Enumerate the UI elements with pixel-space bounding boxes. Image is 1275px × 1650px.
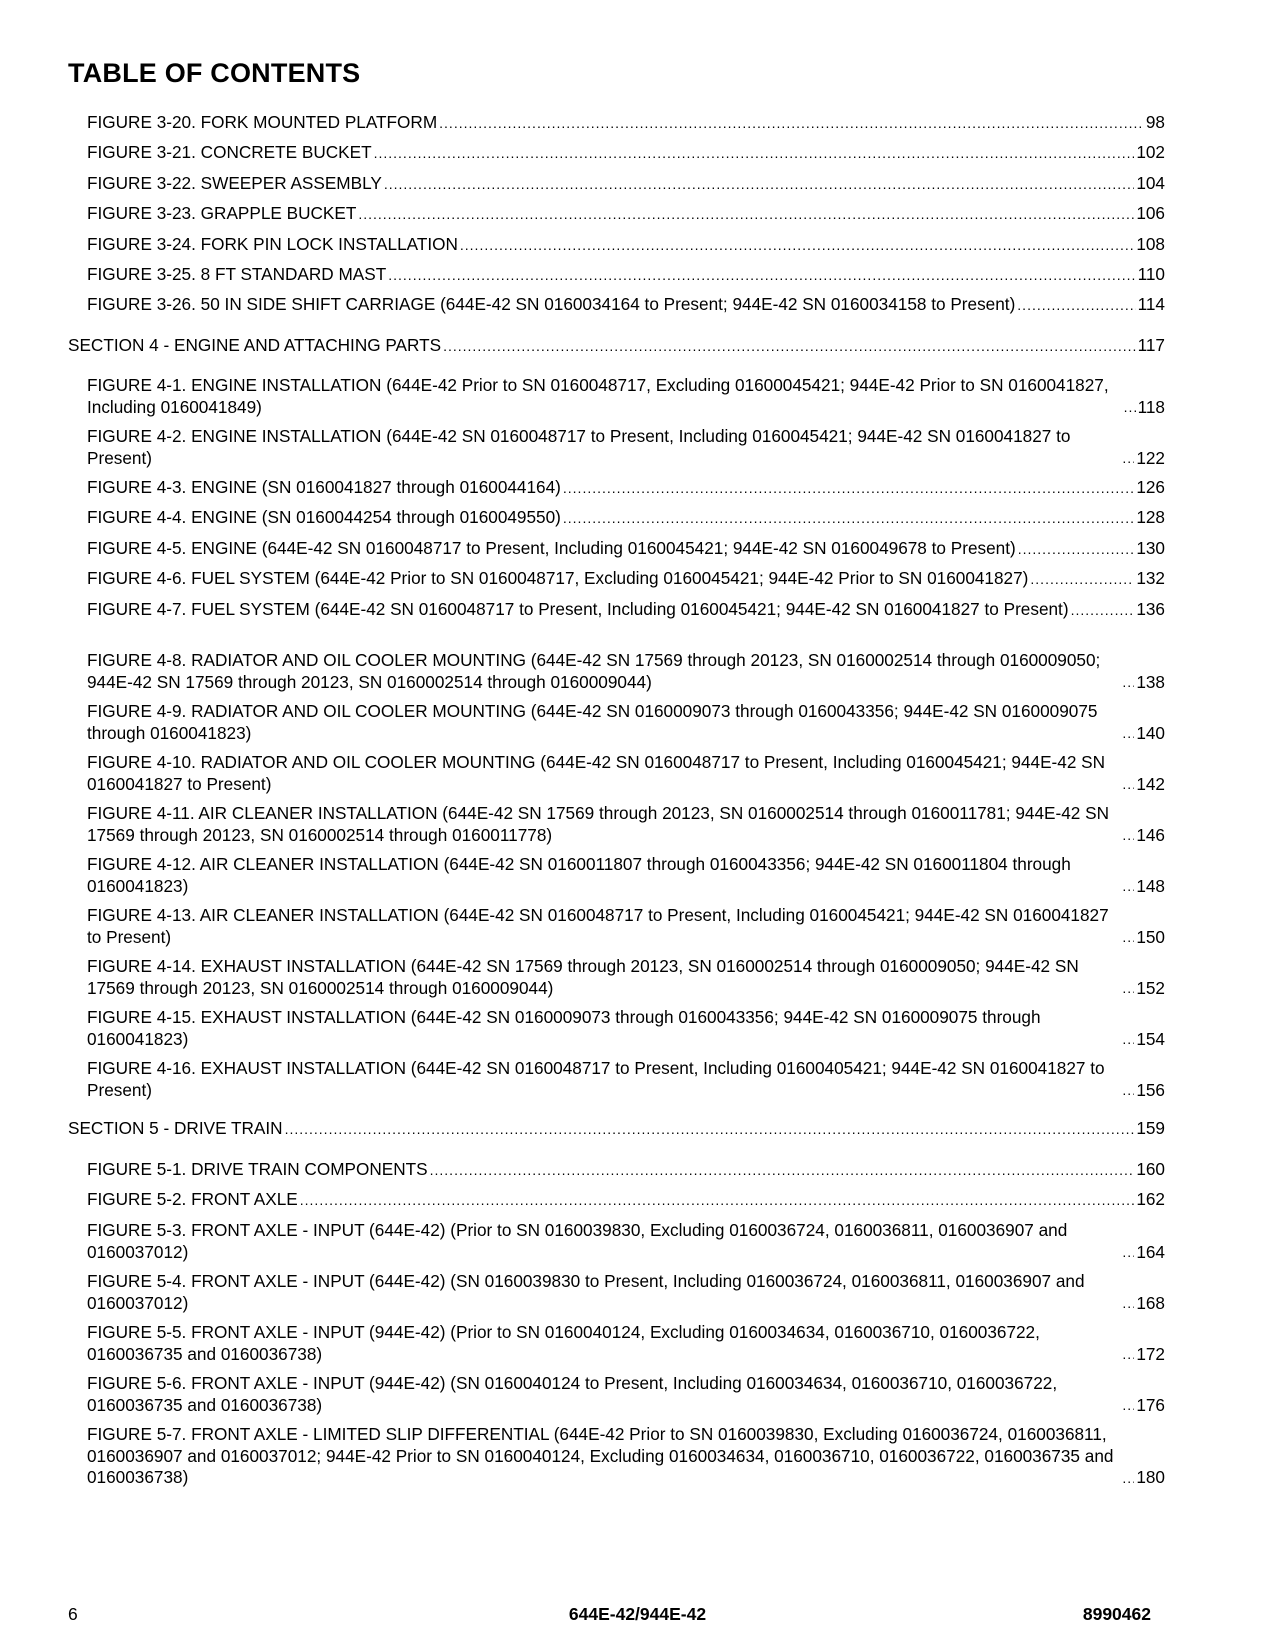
toc-entry-page: 136 <box>1136 599 1165 619</box>
toc-entry-text: FIGURE 3-23. GRAPPLE BUCKET <box>87 203 357 223</box>
toc-entry-page: 176 <box>1136 1394 1165 1415</box>
leader-dots <box>1122 1245 1134 1259</box>
toc-entry[interactable] <box>68 752 1165 795</box>
toc-entry-page: 164 <box>1136 1241 1165 1262</box>
toc-entry-page: 180 <box>1136 1467 1165 1487</box>
toc-entry-text: FIGURE 4-7. FUEL SYSTEM (644E-42 SN 0160048717 to Present, Including 0160045421; 944E-42 SN 0160041827 to Present) <box>87 599 1069 619</box>
leader-dots <box>563 511 1134 525</box>
toc-entry-text: FIGURE 4-1. ENGINE INSTALLATION (644E-42 Prior to SN 0160048717, Excluding 01600045421; 944E-42 Prior to SN 0160041827, Including 0160041849) <box>87 375 1109 417</box>
toc-section-entry[interactable] <box>68 1118 1165 1140</box>
toc-entry-text: FIGURE 4-4. ENGINE (SN 0160044254 through 0160049550) <box>87 507 561 527</box>
toc-entry-page: 102 <box>1136 142 1165 162</box>
leader-dots <box>1122 879 1134 893</box>
toc-entry-page: 110 <box>1137 264 1165 284</box>
toc-entry-text: FIGURE 4-15. EXHAUST INSTALLATION (644E-42 SN 0160009073 through 0160043356; 944E-42 SN 0160009075 through 0160041823) <box>87 1007 1041 1049</box>
toc-entry-text: FIGURE 5-6. FRONT AXLE - INPUT (944E-42) (SN 0160040124 to Present, Including 0160034634, 0160036710, 0160036722, 0160036735 and 0160036738) <box>87 1373 1058 1415</box>
leader-dots <box>1122 675 1134 689</box>
leader-dots <box>1071 603 1135 617</box>
toc-entry[interactable] <box>68 264 1165 286</box>
toc-entry-text: FIGURE 3-22. SWEEPER ASSEMBLY <box>87 173 382 193</box>
toc-entry[interactable] <box>68 1007 1165 1050</box>
toc-entry[interactable] <box>68 507 1165 529</box>
toc-entry[interactable] <box>68 1322 1165 1365</box>
leader-dots <box>460 238 1134 252</box>
toc-entry-page: 126 <box>1136 477 1165 497</box>
toc-entry[interactable] <box>68 477 1165 499</box>
toc-entry-text: FIGURE 4-2. ENGINE INSTALLATION (644E-42 SN 0160048717 to Present, Including 0160045421; 944E-42 SN 0160041827 to Present) <box>87 426 1071 468</box>
toc-entry-page: 168 <box>1136 1292 1165 1313</box>
leader-dots <box>1030 572 1134 586</box>
leader-dots <box>1122 726 1134 740</box>
leader-dots <box>1122 777 1134 791</box>
toc-entry-text: FIGURE 3-21. CONCRETE BUCKET <box>87 142 372 162</box>
toc-entry-page: 130 <box>1136 538 1165 558</box>
toc-entry-text: FIGURE 4-13. AIR CLEANER INSTALLATION (644E-42 SN 0160048717 to Present, Including 0160045421; 944E-42 SN 0160041827 to Present) <box>87 905 1109 947</box>
footer-page-number: 6 <box>68 1604 78 1624</box>
leader-dots <box>1122 1296 1134 1310</box>
leader-dots <box>443 339 1136 353</box>
toc-entry-text: FIGURE 5-7. FRONT AXLE - LIMITED SLIP DIFFERENTIAL (644E-42 Prior to SN 0160039830, Excluding 0160036724, 0160036811, 0160036907 and 0160037012; 944E-42 Prior to SN 0160040124, Excluding 0160034634, 0160036710, 0160036722, 0160036735 and 0160036738) <box>87 1424 1114 1487</box>
toc-entry[interactable] <box>68 112 1165 134</box>
footer-doc-number: 8990462 <box>1082 1604 1151 1624</box>
toc-entry-text: FIGURE 4-6. FUEL SYSTEM (644E-42 Prior to SN 0160048717, Excluding 0160045421; 944E-42 Prior to SN 0160041827) <box>87 568 1029 588</box>
toc-entry-page: 118 <box>1137 396 1165 417</box>
toc-entry[interactable] <box>68 1271 1165 1314</box>
toc-entry-page: 172 <box>1136 1343 1165 1364</box>
toc-entry-page: 156 <box>1136 1079 1165 1100</box>
leader-dots <box>388 268 1135 282</box>
toc-entry[interactable] <box>68 142 1165 164</box>
leader-dots <box>1122 451 1134 465</box>
leader-dots <box>374 146 1135 160</box>
toc-entry-page: 162 <box>1136 1189 1165 1209</box>
toc-entry-page: 138 <box>1136 671 1165 692</box>
leader-dots <box>358 207 1134 221</box>
leader-dots <box>1122 1398 1134 1412</box>
toc-entry-text: FIGURE 3-26. 50 IN SIDE SHIFT CARRIAGE (644E-42 SN 0160034164 to Present; 944E-42 SN 0160034158 to Present) <box>87 294 1016 314</box>
toc-entry-text: FIGURE 5-2. FRONT AXLE <box>87 1189 298 1209</box>
toc-entry-page: 117 <box>1137 335 1165 355</box>
toc-entry-text: FIGURE 4-11. AIR CLEANER INSTALLATION (644E-42 SN 17569 through 20123, SN 0160002514 through 0160011781; 944E-42 SN 17569 through 20123, SN 0160002514 through 0160011778) <box>87 803 1109 845</box>
toc-entry-text: FIGURE 4-9. RADIATOR AND OIL COOLER MOUNTING (644E-42 SN 0160009073 through 0160043356; 944E-42 SN 0160009075 through 0160041823) <box>87 701 1098 743</box>
leader-dots <box>1122 1032 1134 1046</box>
toc-entry-text: FIGURE 4-5. ENGINE (644E-42 SN 0160048717 to Present, Including 0160045421; 944E-42 SN 0160049678 to Present) <box>87 538 1016 558</box>
toc-entry[interactable] <box>68 375 1165 418</box>
toc-entry-page: 146 <box>1136 824 1165 845</box>
toc-entry[interactable] <box>68 203 1165 225</box>
toc-entry[interactable] <box>68 1424 1165 1489</box>
toc-entry-text: FIGURE 5-1. DRIVE TRAIN COMPONENTS <box>87 1159 428 1179</box>
leader-dots <box>1122 1471 1134 1485</box>
toc-entry-text: FIGURE 4-14. EXHAUST INSTALLATION (644E-42 SN 17569 through 20123, SN 0160002514 through 0160009050; 944E-42 SN 17569 through 20123, SN 0160002514 through 0160009044) <box>87 956 1079 998</box>
toc-entry[interactable] <box>68 538 1165 560</box>
toc-entry-page: 152 <box>1136 977 1165 998</box>
toc-entry-text: FIGURE 5-3. FRONT AXLE - INPUT (644E-42) (Prior to SN 0160039830, Excluding 0160036724, 0160036811, 0160036907 and 0160037012) <box>87 1220 1068 1262</box>
toc-entry-text: FIGURE 4-12. AIR CLEANER INSTALLATION (644E-42 SN 0160011807 through 0160043356; 944E-42 SN 0160011804 through 0160041823) <box>87 854 1071 896</box>
toc-entry[interactable] <box>68 568 1165 590</box>
leader-dots <box>1122 828 1134 842</box>
leader-dots <box>430 1163 1135 1177</box>
toc-entry[interactable] <box>68 1159 1165 1181</box>
leader-dots <box>1122 981 1134 995</box>
toc-entry-text: FIGURE 4-8. RADIATOR AND OIL COOLER MOUNTING (644E-42 SN 17569 through 20123, SN 0160002514 through 0160009050; 944E-42 SN 17569 through 20123, SN 0160002514 through 0160009044) <box>87 650 1101 692</box>
toc-entry-text: SECTION 4 - ENGINE AND ATTACHING PARTS <box>68 335 442 355</box>
toc-entry-page: 140 <box>1136 722 1165 743</box>
toc-section-entry[interactable] <box>68 335 1165 357</box>
leader-dots <box>300 1193 1135 1207</box>
footer-model: 644E-42/944E-42 <box>568 1604 707 1624</box>
leader-dots <box>1018 542 1135 556</box>
toc-entry-text: SECTION 5 - DRIVE TRAIN <box>68 1118 283 1138</box>
toc-entry[interactable] <box>68 1220 1165 1263</box>
toc-entry-page: 128 <box>1136 507 1165 527</box>
toc-entry-page: 114 <box>1137 294 1165 314</box>
toc-entry[interactable] <box>68 701 1165 744</box>
toc-entry[interactable] <box>68 1373 1165 1416</box>
toc-entry-text: FIGURE 4-16. EXHAUST INSTALLATION (644E-42 SN 0160048717 to Present, Including 01600405421; 944E-42 SN 0160041827 to Present) <box>87 1058 1105 1100</box>
toc-entry[interactable] <box>68 803 1165 846</box>
toc-entry[interactable] <box>68 905 1165 948</box>
toc-entry-page: 148 <box>1136 875 1165 896</box>
leader-dots <box>1017 298 1135 312</box>
toc-entry-text: FIGURE 3-24. FORK PIN LOCK INSTALLATION <box>87 234 458 254</box>
toc-entry-text: FIGURE 3-25. 8 FT STANDARD MAST <box>87 264 387 284</box>
toc-entry-page: 154 <box>1136 1028 1165 1049</box>
page-title: TABLE OF CONTENTS <box>68 58 361 88</box>
toc-entry-text: FIGURE 4-3. ENGINE (SN 0160041827 through 0160044164) <box>87 477 561 497</box>
toc-entry-page: 104 <box>1136 173 1165 193</box>
toc-entry-text: FIGURE 3-20. FORK MOUNTED PLATFORM <box>87 112 438 132</box>
toc-entry-page: 160 <box>1136 1159 1165 1179</box>
toc-entry[interactable] <box>68 650 1165 693</box>
leader-dots <box>1122 1347 1134 1361</box>
leader-dots <box>1124 400 1136 414</box>
leader-dots <box>563 481 1134 495</box>
toc-entry-page: 122 <box>1136 447 1165 468</box>
toc-entry[interactable] <box>68 599 1165 621</box>
leader-dots <box>1122 1083 1134 1097</box>
leader-dots <box>1122 930 1134 944</box>
toc-entry-page: 159 <box>1136 1118 1165 1138</box>
toc-entry[interactable] <box>68 426 1165 469</box>
leader-dots <box>384 177 1134 191</box>
toc-entry[interactable] <box>68 956 1165 999</box>
toc-entry-text: FIGURE 5-5. FRONT AXLE - INPUT (944E-42) (Prior to SN 0160040124, Excluding 0160034634, 0160036710, 0160036722, 0160036735 and 0160036738) <box>87 1322 1040 1364</box>
toc-entry-page: 142 <box>1136 773 1165 794</box>
toc-entry[interactable] <box>68 173 1165 195</box>
toc-entry-page: 150 <box>1136 926 1165 947</box>
toc-entry-page: 98 <box>1145 112 1165 132</box>
toc-entry-text: FIGURE 4-10. RADIATOR AND OIL COOLER MOUNTING (644E-42 SN 0160048717 to Present, Including 0160045421; 944E-42 SN 0160041827 to Present) <box>87 752 1106 794</box>
toc-entry[interactable] <box>68 1058 1165 1101</box>
toc-entry-page: 106 <box>1136 203 1165 223</box>
toc-entry[interactable] <box>68 294 1165 316</box>
toc-entry[interactable] <box>68 1189 1165 1211</box>
toc-entry-text: FIGURE 5-4. FRONT AXLE - INPUT (644E-42) (SN 0160039830 to Present, Including 0160036724, 0160036811, 0160036907 and 0160037012) <box>87 1271 1085 1313</box>
toc-entry-page: 132 <box>1136 568 1165 588</box>
toc-entry[interactable] <box>68 854 1165 897</box>
leader-dots <box>285 1122 1135 1136</box>
leader-dots <box>439 116 1144 130</box>
toc-entry[interactable] <box>68 234 1165 256</box>
toc-entry-page: 108 <box>1136 234 1165 254</box>
